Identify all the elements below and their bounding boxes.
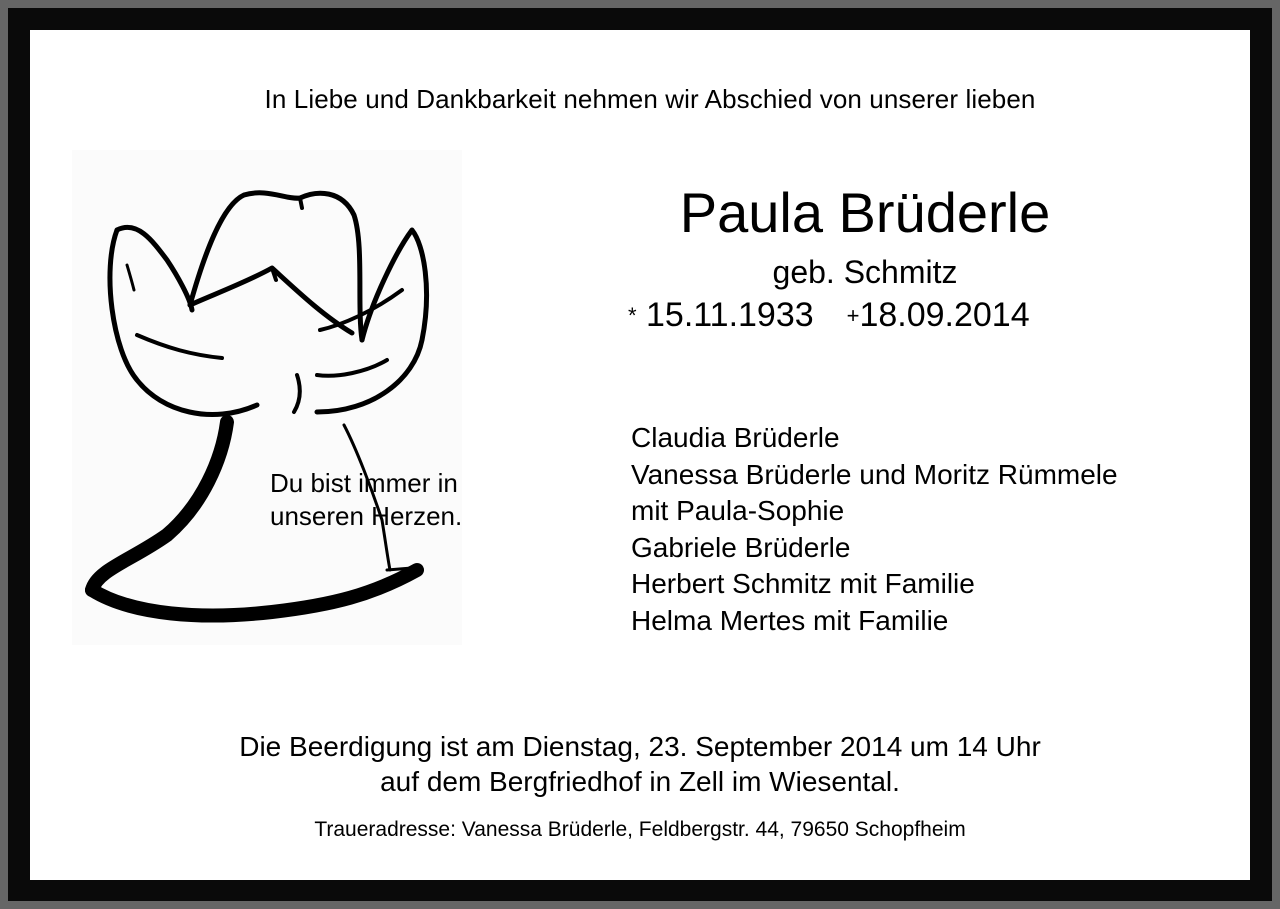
- angel-caption: [270, 467, 462, 533]
- angel-caption-line1: Du bist immer in: [270, 468, 458, 498]
- list-item: Vanessa Brüderle und Moritz Rümmele: [631, 458, 1118, 490]
- angel-caption-line2: unseren Herzen.: [270, 501, 463, 531]
- deceased-name: Paula Brüderle: [679, 181, 1051, 244]
- life-dates: [628, 296, 1030, 335]
- list-item: Gabriele Brüderle: [631, 531, 851, 563]
- death-date: 18.09.2014: [859, 296, 1030, 334]
- list-item: Claudia Brüderle: [631, 422, 840, 453]
- angel-drawing: [72, 150, 462, 645]
- angel-drawing-icon: [72, 150, 462, 645]
- birth-symbol: *: [628, 303, 637, 328]
- intro-text: In Liebe und Dankbarkeit nehmen wir Abschied von unserer lieben: [264, 84, 1036, 114]
- maiden-name: geb. Schmitz: [772, 254, 958, 290]
- list-item: Herbert Schmitz mit Familie: [631, 568, 975, 599]
- birth-date: 15.11.1933: [646, 296, 814, 334]
- funeral-info: [0, 729, 1280, 799]
- list-item: mit Paula-Sophie: [631, 495, 845, 526]
- death-symbol: +: [846, 303, 860, 328]
- list-item: Helma Mertes mit Familie: [631, 604, 949, 636]
- funeral-line1: Die Beerdigung ist am Dienstag, 23. September 2014 um 14 Uhr: [239, 731, 1041, 762]
- mourners-list: [631, 420, 1118, 639]
- mourning-address: Traueradresse: Vanessa Brüderle, Feldbergstr. 44, 79650 Schopfheim: [314, 818, 966, 841]
- funeral-line2: auf dem Bergfriedhof in Zell im Wiesental.: [380, 766, 900, 797]
